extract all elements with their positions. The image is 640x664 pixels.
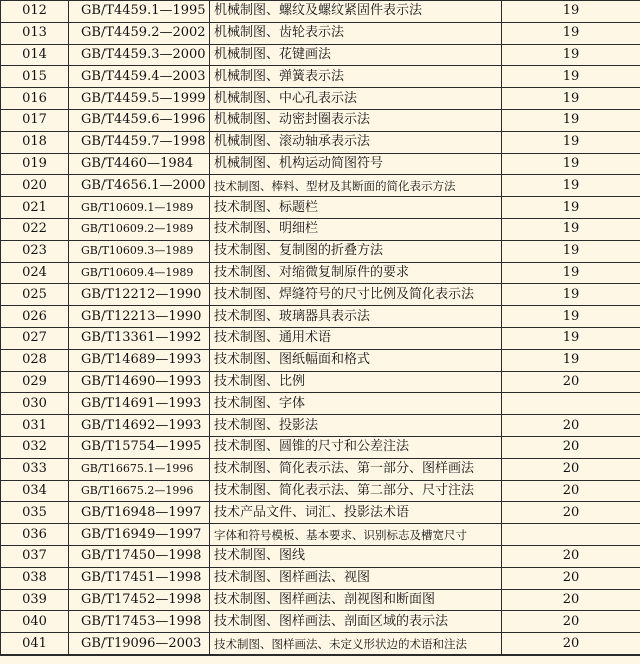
standard-code-cell: GB/T12213—1990 bbox=[69, 306, 210, 328]
standard-code-cell: GB/T4460—1984 bbox=[69, 153, 210, 175]
row-number-cell: 035 bbox=[1, 502, 69, 524]
page-number-cell bbox=[502, 393, 640, 415]
row-number-cell: 017 bbox=[1, 109, 69, 131]
standard-title-cell: 技术制图、圆锥的尺寸和公差注法 bbox=[210, 436, 502, 458]
page-number-cell: 19 bbox=[502, 109, 640, 131]
standard-title-cell: 技术制图、棒料、型材及其断面的简化表示方法 bbox=[210, 175, 502, 197]
page-number-cell bbox=[502, 524, 640, 546]
standard-title-cell: 字体和符号模板、基本要求、识别标志及槽宽尺寸 bbox=[210, 524, 502, 546]
standard-code-cell: GB/T16948—1997 bbox=[69, 502, 210, 524]
row-number-cell: 039 bbox=[1, 589, 69, 611]
table-row bbox=[1, 153, 640, 175]
row-number-cell: 014 bbox=[1, 44, 69, 66]
table-row bbox=[1, 502, 640, 524]
standard-code-cell: GB/T17453—1998 bbox=[69, 611, 210, 633]
standard-title-cell: 技术制图、标题栏 bbox=[210, 197, 502, 219]
row-number-cell: 012 bbox=[1, 1, 69, 23]
table-row bbox=[1, 88, 640, 110]
standard-title-cell: 技术制图、投影法 bbox=[210, 415, 502, 437]
row-number-cell: 037 bbox=[1, 545, 69, 567]
table-row bbox=[1, 545, 640, 567]
table-row bbox=[1, 66, 640, 88]
row-number-cell: 021 bbox=[1, 197, 69, 219]
page-number-cell: 20 bbox=[502, 502, 640, 524]
standard-title-cell: 技术制图、焊缝符号的尺寸比例及简化表示法 bbox=[210, 284, 502, 306]
row-number-cell: 028 bbox=[1, 349, 69, 371]
table-row bbox=[1, 393, 640, 415]
standard-title-cell: 技术制图、复制图的折叠方法 bbox=[210, 240, 502, 262]
standard-title-cell: 机械制图、中心孔表示法 bbox=[210, 88, 502, 110]
table-row bbox=[1, 306, 640, 328]
standard-title-cell: 技术制图、字体 bbox=[210, 393, 502, 415]
row-number-cell: 033 bbox=[1, 458, 69, 480]
page-number-cell: 19 bbox=[502, 22, 640, 44]
page-number-cell: 20 bbox=[502, 458, 640, 480]
row-number-cell: 024 bbox=[1, 262, 69, 284]
page-number-cell: 19 bbox=[502, 131, 640, 153]
standard-code-cell: GB/T4459.3—2000 bbox=[69, 44, 210, 66]
standard-title-cell: 机械制图、齿轮表示法 bbox=[210, 22, 502, 44]
standard-title-cell: 技术制图、明细栏 bbox=[210, 218, 502, 240]
standard-code-cell: GB/T17451—1998 bbox=[69, 567, 210, 589]
standard-code-cell: GB/T4459.4—2003 bbox=[69, 66, 210, 88]
row-number-cell: 023 bbox=[1, 240, 69, 262]
standard-code-cell: GB/T16949—1997 bbox=[69, 524, 210, 546]
standard-title-cell: 技术制图、比例 bbox=[210, 371, 502, 393]
table-row bbox=[1, 218, 640, 240]
standard-title-cell: 机械制图、螺纹及螺纹紧固件表示法 bbox=[210, 1, 502, 23]
table-row bbox=[1, 567, 640, 589]
table-row bbox=[1, 109, 640, 131]
page-number-cell: 19 bbox=[502, 197, 640, 219]
row-number-cell: 020 bbox=[1, 175, 69, 197]
standard-code-cell: GB/T10609.4—1989 bbox=[69, 262, 210, 284]
standard-code-cell: GB/T19096—2003 bbox=[69, 633, 210, 655]
page-number-cell: 19 bbox=[502, 349, 640, 371]
standard-title-cell: 机械制图、动密封圈表示法 bbox=[210, 109, 502, 131]
row-number-cell: 022 bbox=[1, 218, 69, 240]
standard-title-cell: 机械制图、花键画法 bbox=[210, 44, 502, 66]
row-number-cell: 040 bbox=[1, 611, 69, 633]
standard-code-cell: GB/T4459.1—1995 bbox=[69, 1, 210, 23]
row-number-cell: 013 bbox=[1, 22, 69, 44]
table-row bbox=[1, 458, 640, 480]
table-bottom-strip bbox=[0, 655, 640, 664]
page-number-cell: 20 bbox=[502, 567, 640, 589]
table-row bbox=[1, 436, 640, 458]
table-row bbox=[1, 415, 640, 437]
page-number-cell: 19 bbox=[502, 262, 640, 284]
standard-title-cell: 技术制图、图样画法、剖视图和断面图 bbox=[210, 589, 502, 611]
standard-title-cell: 技术产品文件、词汇、投影法术语 bbox=[210, 502, 502, 524]
page-number-cell: 19 bbox=[502, 1, 640, 23]
page-number-cell: 19 bbox=[502, 306, 640, 328]
standard-code-cell: GB/T14692—1993 bbox=[69, 415, 210, 437]
table-row bbox=[1, 262, 640, 284]
page-number-cell: 19 bbox=[502, 284, 640, 306]
standard-code-cell: GB/T14690—1993 bbox=[69, 371, 210, 393]
row-number-cell: 027 bbox=[1, 327, 69, 349]
standard-code-cell: GB/T4459.6—1996 bbox=[69, 109, 210, 131]
table-row bbox=[1, 327, 640, 349]
page-number-cell: 19 bbox=[502, 175, 640, 197]
standard-title-cell: 机械制图、滚动轴承表示法 bbox=[210, 131, 502, 153]
standard-code-cell: GB/T4459.7—1998 bbox=[69, 131, 210, 153]
table-row bbox=[1, 240, 640, 262]
row-number-cell: 031 bbox=[1, 415, 69, 437]
page-number-cell: 20 bbox=[502, 415, 640, 437]
standard-code-cell: GB/T4459.2—2002 bbox=[69, 22, 210, 44]
table-row bbox=[1, 22, 640, 44]
standard-title-cell: 技术制图、图纸幅面和格式 bbox=[210, 349, 502, 371]
standard-code-cell: GB/T15754—1995 bbox=[69, 436, 210, 458]
page-number-cell: 19 bbox=[502, 153, 640, 175]
row-number-cell: 041 bbox=[1, 633, 69, 655]
standard-title-cell: 技术制图、图线 bbox=[210, 545, 502, 567]
standard-title-cell: 技术制图、通用术语 bbox=[210, 327, 502, 349]
standard-title-cell: 技术制图、图样画法、视图 bbox=[210, 567, 502, 589]
table-row bbox=[1, 524, 640, 546]
standard-code-cell: GB/T4656.1—2000 bbox=[69, 175, 210, 197]
row-number-cell: 025 bbox=[1, 284, 69, 306]
standard-title-cell: 技术制图、玻璃器具表示法 bbox=[210, 306, 502, 328]
row-number-cell: 032 bbox=[1, 436, 69, 458]
table-row bbox=[1, 371, 640, 393]
page-number-cell: 20 bbox=[502, 633, 640, 655]
table-row bbox=[1, 349, 640, 371]
table-row bbox=[1, 44, 640, 66]
page-number-cell: 20 bbox=[502, 545, 640, 567]
page-number-cell: 19 bbox=[502, 66, 640, 88]
row-number-cell: 018 bbox=[1, 131, 69, 153]
standard-code-cell: GB/T4459.5—1999 bbox=[69, 88, 210, 110]
row-number-cell: 036 bbox=[1, 524, 69, 546]
standard-code-cell: GB/T12212—1990 bbox=[69, 284, 210, 306]
standard-title-cell: 技术制图、简化表示法、第一部分、图样画法 bbox=[210, 458, 502, 480]
table-row bbox=[1, 589, 640, 611]
row-number-cell: 026 bbox=[1, 306, 69, 328]
table-row bbox=[1, 131, 640, 153]
page-number-cell: 20 bbox=[502, 589, 640, 611]
table-row bbox=[1, 611, 640, 633]
page-number-cell: 19 bbox=[502, 240, 640, 262]
table-row bbox=[1, 175, 640, 197]
standard-code-cell: GB/T16675.2—1996 bbox=[69, 480, 210, 502]
row-number-cell: 034 bbox=[1, 480, 69, 502]
standard-title-cell: 技术制图、简化表示法、第二部分、尺寸注法 bbox=[210, 480, 502, 502]
row-number-cell: 038 bbox=[1, 567, 69, 589]
row-number-cell: 015 bbox=[1, 66, 69, 88]
page-number-cell: 19 bbox=[502, 218, 640, 240]
standard-code-cell: GB/T10609.3—1989 bbox=[69, 240, 210, 262]
standard-code-cell: GB/T13361—1992 bbox=[69, 327, 210, 349]
row-number-cell: 030 bbox=[1, 393, 69, 415]
page-number-cell: 20 bbox=[502, 436, 640, 458]
page-number-cell: 20 bbox=[502, 480, 640, 502]
standard-code-cell: GB/T10609.1—1989 bbox=[69, 197, 210, 219]
table-row bbox=[1, 197, 640, 219]
standard-code-cell: GB/T14689—1993 bbox=[69, 349, 210, 371]
row-number-cell: 029 bbox=[1, 371, 69, 393]
standard-code-cell: GB/T17452—1998 bbox=[69, 589, 210, 611]
page-number-cell: 20 bbox=[502, 611, 640, 633]
row-number-cell: 019 bbox=[1, 153, 69, 175]
page-number-cell: 19 bbox=[502, 88, 640, 110]
standard-title-cell: 机械制图、弹簧表示法 bbox=[210, 66, 502, 88]
row-number-cell: 016 bbox=[1, 88, 69, 110]
standard-code-cell: GB/T17450—1998 bbox=[69, 545, 210, 567]
standard-title-cell: 技术制图、图样画法、未定义形状边的术语和注法 bbox=[210, 633, 502, 655]
table-row bbox=[1, 284, 640, 306]
standards-table-body bbox=[1, 1, 640, 655]
page-number-cell: 19 bbox=[502, 327, 640, 349]
standard-code-cell: GB/T16675.1—1996 bbox=[69, 458, 210, 480]
page-number-cell: 20 bbox=[502, 371, 640, 393]
standard-title-cell: 机械制图、机构运动简图符号 bbox=[210, 153, 502, 175]
page-number-cell: 19 bbox=[502, 44, 640, 66]
table-row bbox=[1, 480, 640, 502]
standard-code-cell: GB/T10609.2—1989 bbox=[69, 218, 210, 240]
table-row bbox=[1, 633, 640, 655]
standard-title-cell: 技术制图、图样画法、剖面区域的表示法 bbox=[210, 611, 502, 633]
table-row bbox=[1, 1, 640, 23]
standard-code-cell: GB/T14691—1993 bbox=[69, 393, 210, 415]
standard-title-cell: 技术制图、对缩微复制原件的要求 bbox=[210, 262, 502, 284]
